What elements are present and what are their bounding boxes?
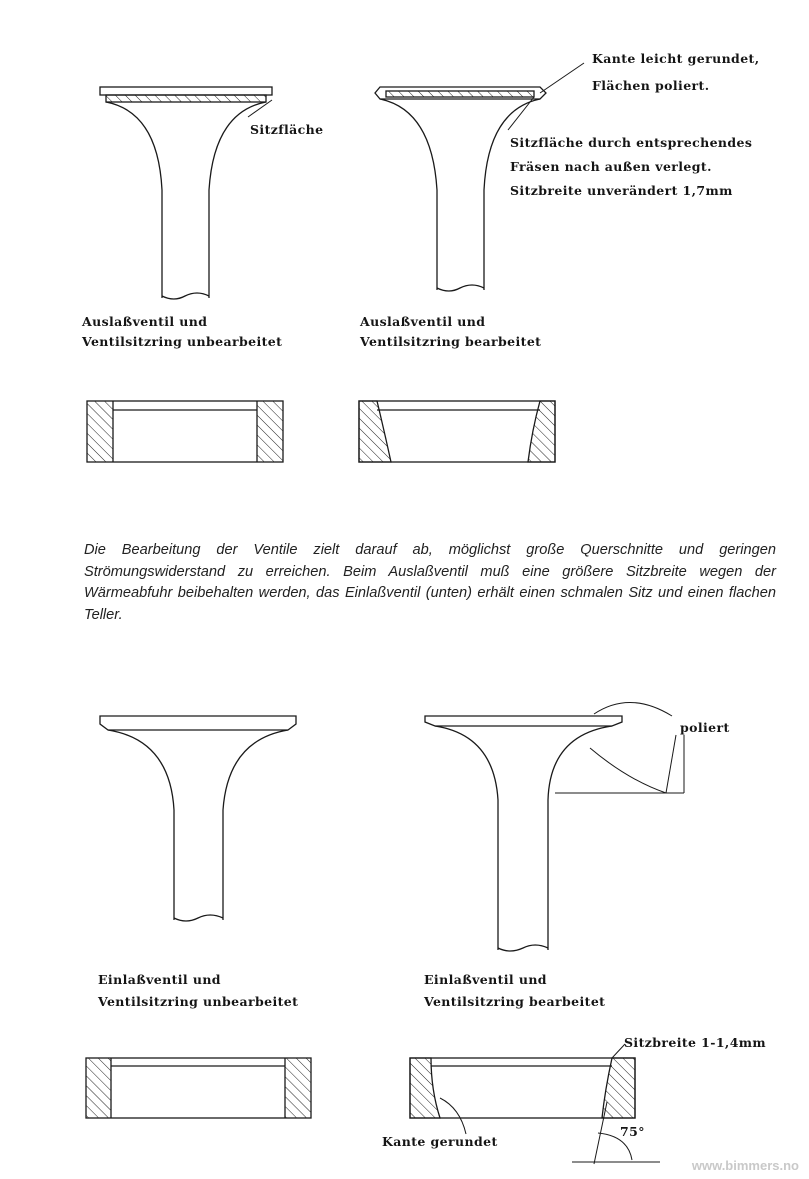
exhaust-machined-caption-line2: Ventilsitzring bearbeitet — [360, 334, 542, 349]
seat-note-line1: Sitzfläche durch entsprechendes — [510, 135, 753, 150]
edge-note-line1: Kante leicht gerundet, — [592, 51, 760, 66]
seat-surface-label: Sitzfläche — [250, 122, 324, 137]
intake-seat-ring-unmachined — [86, 1058, 311, 1118]
intake-machined-caption-line1: Einlaßventil und — [424, 972, 547, 987]
exhaust-raw-caption-line2: Ventilsitzring unbearbeitet — [82, 334, 283, 349]
exhaust-raw-caption-line1: Auslaßventil und — [82, 314, 208, 329]
intake-valve-machined — [425, 716, 622, 951]
watermark: www.bimmers.no — [691, 1158, 799, 1173]
exhaust-machined-caption-line1: Auslaßventil und — [360, 314, 486, 329]
polished-label: poliert — [680, 720, 730, 735]
intake-machined-caption-line2: Ventilsitzring bearbeitet — [424, 994, 606, 1009]
seat-note-line3: Sitzbreite unverändert 1,7mm — [510, 183, 733, 198]
intake-raw-caption-line2: Ventilsitzring unbearbeitet — [98, 994, 299, 1009]
seat-width-label: Sitzbreite 1-1,4mm — [624, 1035, 767, 1050]
rounded-edge-label: Kante gerundet — [382, 1134, 498, 1149]
description-paragraph: Die Bearbeitung der Ventile zielt darauf ab, möglichst große Querschnitte und geringen Strömungswiderstand zu erreichen. Beim Auslaßventil muß eine größere Sitzbreite wegen der Wärmeabfuhr beibehalten werden, das Einlaßventil (unten) erhält einen schmalen Sitz und einen flachen Teller. — [84, 542, 776, 623]
exhaust-seat-ring-machined — [359, 401, 555, 462]
intake-raw-caption-line1: Einlaßventil und — [98, 972, 221, 987]
angle-label: 75° — [620, 1124, 645, 1139]
exhaust-valve-unmachined — [100, 87, 272, 299]
seat-note-line2: Fräsen nach außen verlegt. — [510, 159, 712, 174]
intake-seat-ring-machined — [410, 1058, 635, 1118]
exhaust-seat-ring-unmachined — [87, 401, 283, 462]
edge-note-line2: Flächen poliert. — [592, 78, 710, 93]
intake-valve-unmachined — [100, 716, 296, 921]
